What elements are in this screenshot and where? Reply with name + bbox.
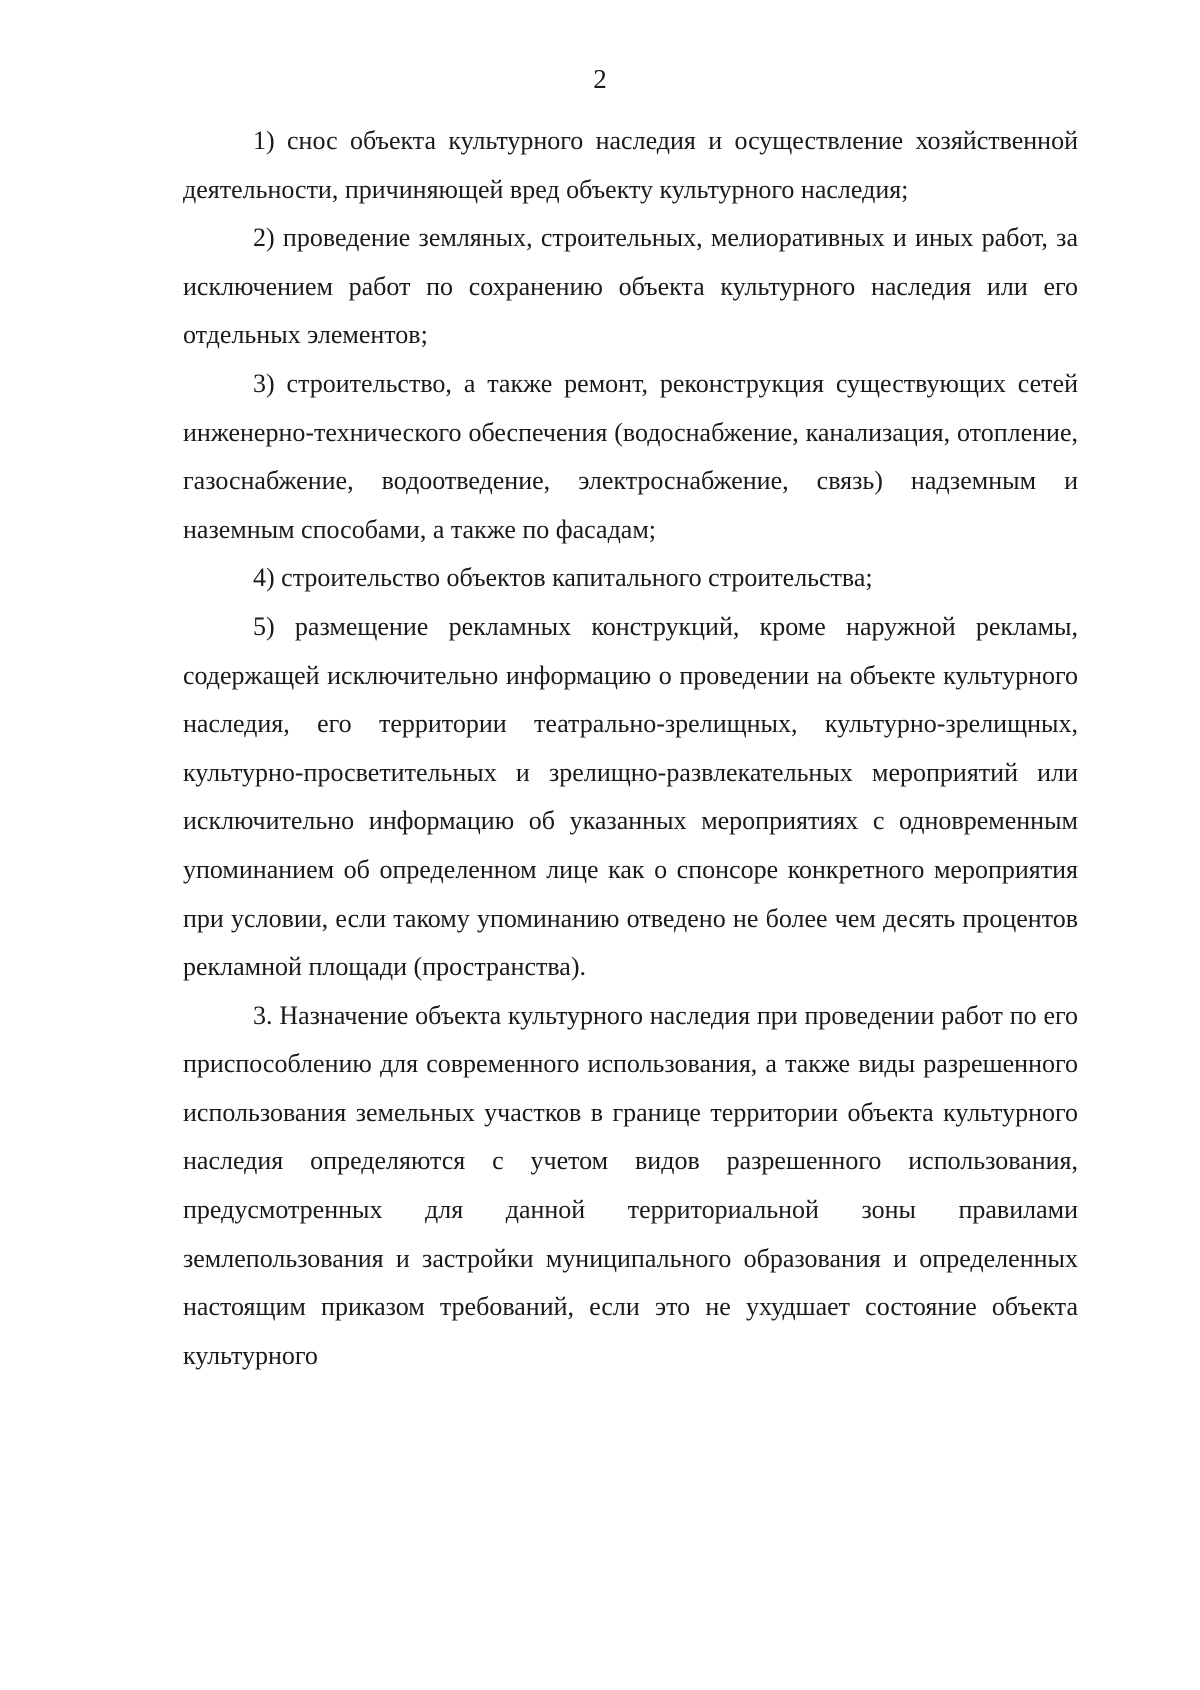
paragraph-item-3: 3) строительство, а также ремонт, реконструкция существующих сетей инженерно-технического обеспечения (водоснабжение, канализация, отопление, газоснабжение, водоотведение, электроснабжение, связь) надземным и наземным способами, а также по фасадам; (183, 368, 1078, 544)
paragraph-item-4: 4) строительство объектов капитального строительства; (253, 563, 873, 593)
paragraph-item-1: 1) снос объекта культурного наследия и осуществление хозяйственной деятельности, причиняющей вред объекту культурного наследия; (183, 126, 1078, 204)
paragraph-section-3: 3. Назначение объекта культурного наследия при проведении работ по его приспособлению для современного использования, а также виды разрешенного использования земельных участков в границе территории объекта культурного наследия определяются с учетом видов разрешенного использования, предусмотренных для данной территориальной зоны правилами землепользования и застройки муниципального образования и определенных настоящим приказом требований, если это не ухудшает состояние объекта культурного (183, 1000, 1078, 1370)
paragraph-item-2: 2) проведение земляных, строительных, мелиоративных и иных работ, за исключением работ по сохранению объекта культурного наследия или его отдельных элементов; (183, 223, 1078, 350)
page-number: 2 (593, 64, 607, 94)
paragraph-item-5: 5) размещение рекламных конструкций, кроме наружной рекламы, содержащей исключительно информацию о проведении на объекте культурного наследия, его территории театрально-зрелищных, культурно-зрелищных, культурно-просветительных и зрелищно-развлекательных мероприятий или исключительно информацию об указанных мероприятиях с одновременным упоминанием об определенном лице как о спонсоре конкретного мероприятия при условии, если такому упоминанию отведено не более чем десять процентов рекламной площади (пространства). (183, 611, 1078, 982)
document-body (183, 117, 1078, 1380)
